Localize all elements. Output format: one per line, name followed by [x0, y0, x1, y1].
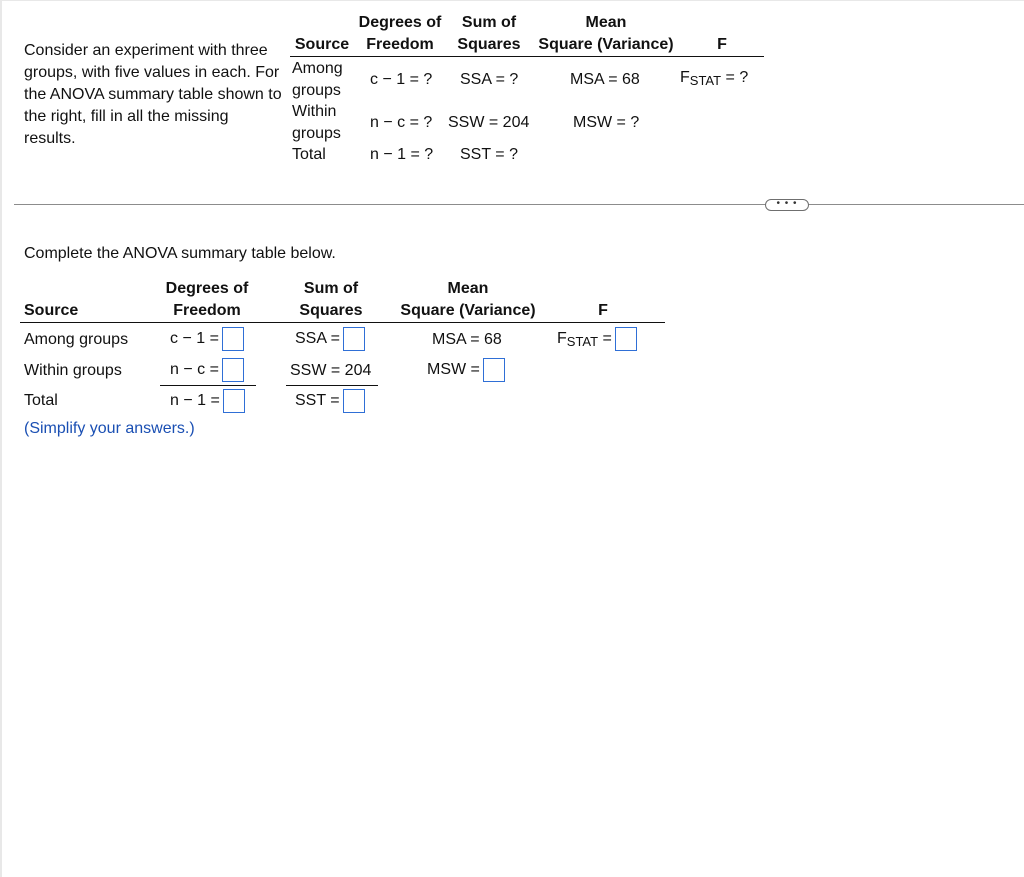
- given-total-ss: SST = ?: [460, 146, 518, 163]
- problem-statement: Consider an experiment with three groups, with five values in each. For the ANOVA summary table shown to the right, fill in all the missing results.: [24, 42, 282, 147]
- total-df-label: n − 1 =: [170, 392, 220, 409]
- given-within-ms: MSW = ?: [573, 114, 640, 131]
- among-df-cell: [170, 327, 244, 351]
- top-border: [0, 0, 1024, 1]
- f-stat-input[interactable]: [615, 327, 637, 351]
- left-border: [0, 0, 2, 877]
- within-ms-input[interactable]: [483, 358, 505, 382]
- answer-row-within-label: Within groups: [24, 362, 122, 379]
- within-ms-label: MSW =: [427, 361, 480, 378]
- within-df-label: n − c =: [170, 361, 219, 378]
- answer-row-among-label: Among groups: [24, 331, 129, 348]
- given-among-df: c − 1 = ?: [370, 71, 433, 88]
- answer-among-ms: MSA = 68: [432, 331, 502, 348]
- among-ss-label: SSA =: [295, 330, 340, 347]
- given-header-rule: [290, 56, 764, 57]
- f-stat-cell: [557, 327, 637, 351]
- given-row-among-label-1: Among: [292, 60, 343, 77]
- given-header-df-line2: Freedom: [366, 36, 434, 53]
- given-among-ss: SSA = ?: [460, 71, 519, 88]
- within-df-cell: [170, 358, 244, 382]
- answer-header-df-line2: Freedom: [173, 302, 241, 319]
- given-f-stat: $F_{STAT}$ = ?: [680, 69, 749, 88]
- given-header-ms-line2: Square (Variance): [538, 36, 674, 53]
- total-df-cell: [170, 389, 245, 413]
- more-options-button[interactable]: • • •: [765, 199, 809, 211]
- given-header-ss-line1: Sum of: [461, 14, 517, 31]
- given-row-total-label: Total: [292, 146, 326, 163]
- section-divider: [14, 204, 1024, 205]
- given-header-f: F: [717, 36, 727, 53]
- answer-header-rule: [20, 322, 665, 323]
- answer-header-f: F: [598, 302, 608, 319]
- total-ss-cell: [295, 389, 365, 413]
- answer-header-ss-line2: Squares: [299, 302, 363, 319]
- given-row-within-label-1: Within: [292, 103, 337, 120]
- among-ss-input[interactable]: [343, 327, 365, 351]
- given-within-df: n − c = ?: [370, 114, 433, 131]
- given-within-ss: SSW = 204: [448, 114, 530, 131]
- df-total-rule: [160, 385, 256, 386]
- ss-total-rule: [286, 385, 378, 386]
- given-header-source: Source: [294, 36, 350, 53]
- given-total-df: n − 1 = ?: [370, 146, 434, 163]
- within-ms-cell: [427, 358, 505, 382]
- given-among-ms: MSA = 68: [570, 71, 640, 88]
- answer-header-ms-line2: Square (Variance): [400, 302, 536, 319]
- total-ss-input[interactable]: [343, 389, 365, 413]
- total-df-input[interactable]: [223, 389, 245, 413]
- answer-row-total-label: Total: [24, 392, 58, 409]
- given-header-ms-line1: Mean: [585, 14, 627, 31]
- given-row-among-label-2: groups: [292, 82, 341, 99]
- f-stat-label: $F_{STAT}$ =: [557, 329, 612, 349]
- among-ss-cell: [295, 327, 365, 351]
- within-df-input[interactable]: [222, 358, 244, 382]
- simplify-hint: (Simplify your answers.): [24, 420, 195, 437]
- total-ss-label: SST =: [295, 392, 340, 409]
- among-df-input[interactable]: [222, 327, 244, 351]
- answer-header-df-line1: Degrees of: [165, 280, 249, 297]
- instruction-text: Complete the ANOVA summary table below.: [24, 245, 336, 262]
- given-row-within-label-2: groups: [292, 125, 341, 142]
- answer-within-ss: SSW = 204: [290, 362, 372, 379]
- among-df-label: c − 1 =: [170, 330, 219, 347]
- given-header-ss-line2: Squares: [457, 36, 521, 53]
- answer-header-ss-line1: Sum of: [303, 280, 359, 297]
- answer-header-source: Source: [24, 302, 79, 319]
- answer-header-ms-line1: Mean: [447, 280, 489, 297]
- given-header-df-line1: Degrees of: [358, 14, 442, 31]
